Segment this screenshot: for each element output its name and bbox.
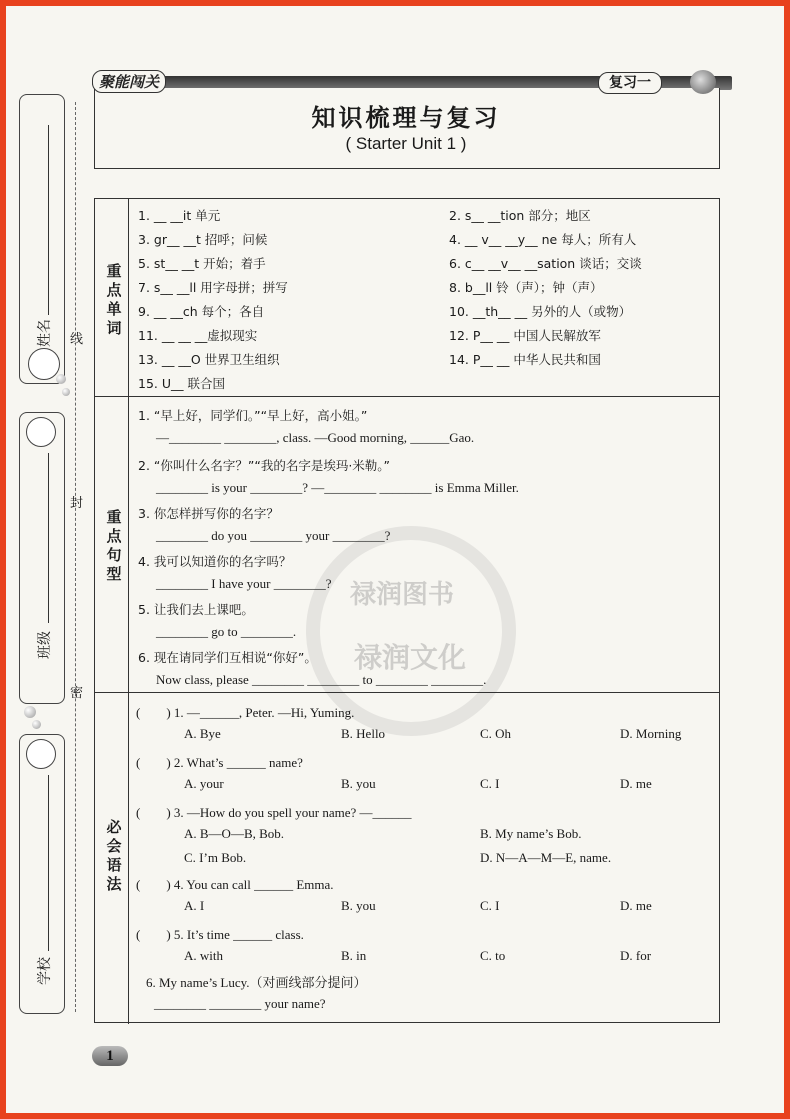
sentence-blank[interactable]: ________ I have your ________?	[156, 576, 332, 591]
watermark-line1: 禄润图书	[350, 580, 455, 610]
name-field-box	[19, 94, 65, 384]
sentence-blank[interactable]: ________ is your ________? —________ ________ is Emma Miller.	[156, 480, 519, 495]
grammar-option[interactable]: A. Bye	[184, 726, 221, 741]
sentence-prompt: 1. “早上好，同学们。”“早上好，高小姐。”	[138, 408, 368, 423]
school-write-line[interactable]	[48, 775, 49, 951]
grammar-option[interactable]: B. My name’s Bob.	[480, 826, 582, 841]
section-label-vocab: 重 点 单 词	[106, 262, 122, 337]
grammar-option[interactable]: B. you	[341, 776, 376, 791]
review-tag: 复习一	[598, 72, 662, 94]
grammar-question[interactable]: ( ) 5. It’s time ______ class.	[136, 927, 304, 942]
vocab-item[interactable]: 2. s__ __tion 部分；地区	[449, 208, 591, 223]
grammar-question[interactable]: ( ) 2. What’s ______ name?	[136, 755, 303, 770]
vocab-item[interactable]: 5. st__ __t 开始；着手	[138, 256, 266, 271]
row-divider	[94, 692, 720, 693]
grammar-option[interactable]: B. in	[341, 948, 367, 963]
row-divider	[94, 396, 720, 397]
vocab-item[interactable]: 11. __ __ __虚拟现实	[138, 328, 258, 343]
binding-ring	[26, 417, 56, 447]
grammar-option[interactable]: C. I	[480, 898, 500, 913]
page-number: 1	[92, 1046, 128, 1066]
vocab-item[interactable]: 1. __ __it 单元	[138, 208, 221, 223]
school-field-box	[19, 734, 65, 1014]
grammar-option[interactable]: A. with	[184, 948, 223, 963]
binding-dot	[32, 720, 41, 729]
grammar-option[interactable]: B. you	[341, 898, 376, 913]
sentence-blank[interactable]: —________ ________, class. —Good morning, ______Gao.	[156, 430, 475, 445]
grammar-option[interactable]: C. Oh	[480, 726, 512, 741]
table-divider	[128, 198, 129, 1024]
grammar-option[interactable]: C. to	[480, 948, 506, 963]
grammar-question[interactable]: ( ) 3. —How do you spell your name? —______	[136, 805, 412, 820]
school-label: 学校	[38, 957, 53, 985]
vocab-item[interactable]: 8. b__ll 铃（声）；钟（声）	[449, 280, 603, 295]
class-label: 班级	[38, 631, 53, 659]
name-write-line[interactable]	[48, 125, 49, 315]
binding-dot	[24, 706, 36, 718]
vocab-item[interactable]: 9. __ __ch 每个；各自	[138, 304, 265, 319]
vocab-item[interactable]: 13. __ __O 世界卫生组织	[138, 352, 280, 367]
vocab-item[interactable]: 6. c__ __v__ __sation 谈话；交谈	[449, 256, 642, 271]
grammar-option[interactable]: D. me	[620, 776, 652, 791]
series-logo: 聚能闯关	[92, 70, 166, 93]
cut-label-seal: 封	[70, 495, 84, 510]
section-label-sentences: 重 点 句 型	[106, 508, 122, 583]
grammar-option[interactable]: D. Morning	[620, 726, 682, 741]
binding-ring	[26, 739, 56, 769]
page-title: 知识梳理与复习	[311, 104, 501, 132]
grammar-question[interactable]: ( ) 1. —______, Peter. —Hi, Yuming.	[136, 705, 355, 720]
grammar-option[interactable]: B. Hello	[341, 726, 386, 741]
vocab-item[interactable]: 15. U__ 联合国	[138, 376, 225, 391]
vocab-item[interactable]: 12. P__ __ 中国人民解放军	[449, 328, 601, 343]
mascot-icon	[690, 70, 716, 94]
binding-dot	[56, 374, 66, 384]
cut-label-secret: 密	[70, 685, 84, 700]
section-label-grammar: 必 会 语 法	[106, 818, 122, 893]
sentence-prompt: 3. 你怎样拼写你的名字？	[138, 506, 279, 521]
sentence-prompt: 4. 我可以知道你的名字吗？	[138, 554, 292, 569]
sentence-prompt: 5. 让我们去上课吧。	[138, 602, 254, 617]
sentence-blank[interactable]: ________ do you ________ your ________?	[156, 528, 391, 543]
rewrite-question: 6. My name’s Lucy.（对画线部分提问）	[146, 975, 367, 990]
grammar-option[interactable]: A. I	[184, 898, 205, 913]
vocab-item[interactable]: 10. __th__ __ 另外的人（或物）	[449, 304, 632, 319]
grammar-option[interactable]: C. I	[480, 776, 500, 791]
binding-ring	[28, 348, 60, 380]
sentence-prompt: 6. 现在请同学们互相说“你好”。	[138, 650, 317, 665]
sentence-blank[interactable]: ________ go to ________.	[156, 624, 297, 639]
grammar-option[interactable]: A. B—O—B, Bob.	[184, 826, 285, 841]
name-label: 姓名	[38, 319, 53, 347]
worksheet-page	[6, 6, 784, 1113]
sentence-prompt: 2. “你叫什么名字？”“我的名字是埃玛·米勒。”	[138, 458, 391, 473]
grammar-option[interactable]: C. I’m Bob.	[184, 850, 247, 865]
grammar-option[interactable]: D. for	[620, 948, 652, 963]
grammar-option[interactable]: D. N—A—M—E, name.	[480, 850, 612, 865]
cut-label-line: 线	[70, 331, 84, 346]
sentence-blank[interactable]: Now class, please ________ ________ to ________ ________.	[156, 672, 487, 687]
vocab-item[interactable]: 7. s__ __ll 用字母拼；拼写	[138, 280, 288, 295]
vocab-item[interactable]: 3. gr__ __t 招呼；问候	[138, 232, 268, 247]
vocab-item[interactable]: 14. P__ __ 中华人民共和国	[449, 352, 601, 367]
grammar-question[interactable]: ( ) 4. You can call ______ Emma.	[136, 877, 334, 892]
grammar-option[interactable]: D. me	[620, 898, 652, 913]
rewrite-answer[interactable]: ________ ________ your name?	[154, 996, 326, 1011]
class-write-line[interactable]	[48, 453, 49, 623]
vocab-item[interactable]: 4. __ v__ __y__ ne 每人；所有人	[449, 232, 637, 247]
grammar-option[interactable]: A. your	[184, 776, 224, 791]
page-subtitle: ( Starter Unit 1 )	[345, 134, 467, 153]
class-field-box	[19, 412, 65, 704]
watermark-line2: 禄润文化	[354, 641, 467, 674]
cut-line	[75, 102, 76, 1012]
binding-dot	[62, 388, 70, 396]
